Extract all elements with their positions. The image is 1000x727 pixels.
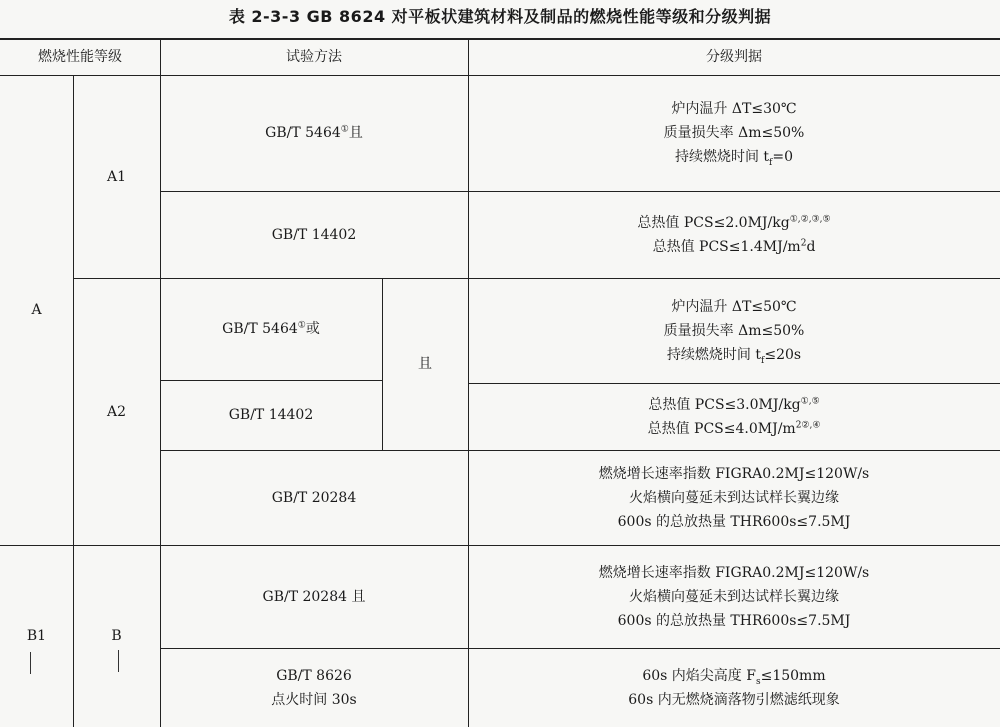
method-a2-gbt20284: GB/T 20284 <box>271 489 357 506</box>
criteria-a1-non-combustibility: 炉内温升 ΔT≤30℃ 质量损失率 Δm≤50% 持续燃烧时间 $t_f=0$ <box>663 101 805 168</box>
criteria-a1-heat-value: 总热值 PCS≤2.0MJ/kg①,②,③,⑤ 总热值 $PCS\le 1.4MJ/m^2d$ <box>637 213 831 255</box>
method-b-gbt8626: GB/T 8626 点火时间 30s <box>271 667 357 708</box>
criteria-b-ignitability: 60s 内焰尖高度 $F_s\le 150mm$ 60s 内无燃烧滴落物引燃滤纸现象 <box>628 667 840 708</box>
header-grade: 燃烧性能等级 <box>38 48 122 65</box>
header-criteria: 分级判据 <box>706 48 762 65</box>
method-a2-and: 且 <box>418 356 432 372</box>
sub-grade-a2: A2 <box>106 403 127 420</box>
sub-grade-b: B <box>111 628 122 644</box>
scan-mark <box>118 650 119 672</box>
method-a2-gbt14402: GB/T 14402 <box>228 407 314 423</box>
criteria-a2-sbi: 燃烧增长速率指数 FIGRA0.2MJ≤120W/s 火焰横向蔓延未到达试样长翼边缘 600s 的总放热量 THR600s≤7.5MJ <box>598 465 870 530</box>
method-a1-gbt5464: GB/T 5464①且 <box>265 124 363 141</box>
method-a2-gbt5464: GB/T 5464①或 <box>222 320 320 337</box>
criteria-a2-heat-value: 总热值 PCS≤3.0MJ/kg①,⑤ 总热值 $PCS\le 4.0MJ/m^{2②,④}$ <box>647 395 821 437</box>
grade-a: A <box>31 302 42 318</box>
grade-b1: B1 <box>26 628 47 644</box>
criteria-a2-non-combustibility: 炉内温升 ΔT≤50℃ 质量损失率 Δm≤50% 持续燃烧时间 $t_f\le 20s$ <box>663 298 805 366</box>
criteria-b-sbi: 燃烧增长速率指数 FIGRA0.2MJ≤120W/s 火焰横向蔓延未到达试样长翼边缘 600s 的总放热量 THR600s≤7.5MJ <box>598 564 870 629</box>
method-a1-gbt14402: GB/T 14402 <box>271 226 357 243</box>
method-b-gbt20284: GB/T 20284 且 <box>262 588 366 605</box>
sub-grade-a1: A1 <box>106 168 127 185</box>
scan-mark <box>30 652 31 674</box>
header-method: 试验方法 <box>286 48 342 65</box>
table-title: 表 2-3-3 GB 8624 对平板状建筑材料及制品的燃烧性能等级和分级判据 <box>228 7 772 26</box>
